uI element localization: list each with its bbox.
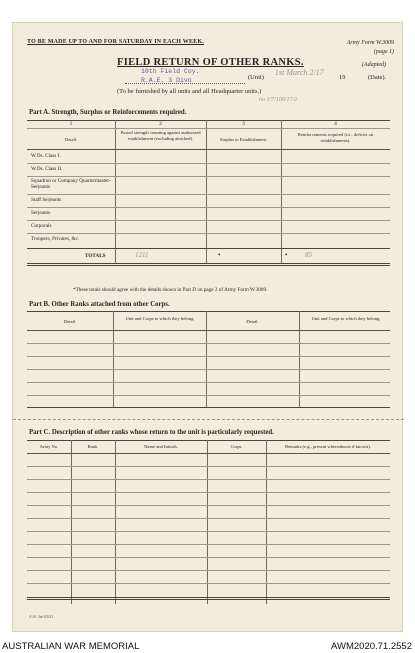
- form-page: (page 1): [373, 49, 394, 55]
- form-sheet: [12, 22, 403, 632]
- part-c-col-divider-2: [115, 440, 116, 604]
- form-title: FIELD RETURN OF OTHER RANKS.: [117, 57, 304, 68]
- stamp-line-1: 10th Field Coy.: [141, 68, 200, 75]
- row-rule: [27, 207, 390, 208]
- row-wo-class-2: W.Os. Class II.: [31, 166, 63, 172]
- row-serjeants: Serjeants: [31, 210, 51, 216]
- credit-right: AWM2020.71.2552: [331, 641, 412, 652]
- stamp-line-2: R.A.E. 3 Divn: [141, 77, 192, 84]
- part-b-bottom-rule: [27, 407, 390, 408]
- part-a-footnote: *These totals should agree with the details shown in Part D on page 2 of Army Form W.3009.: [73, 287, 268, 293]
- part-c-header-name: Name and Initials.: [144, 444, 178, 449]
- part-c-row-rule: [27, 557, 390, 558]
- part-a-bottom-rule-2: [27, 265, 390, 266]
- col-header-detail: Detail.: [64, 137, 78, 142]
- row-rule: [27, 176, 390, 177]
- part-a-heading: Part A. Strength, Surplus or Reinforcements required.: [29, 109, 187, 116]
- row-rule: [27, 163, 390, 164]
- part-a-col-divider-3: [281, 120, 282, 264]
- row-rule: [27, 233, 390, 234]
- part-c-row-rule: [27, 492, 390, 493]
- part-b-row-rule: [27, 382, 390, 383]
- part-b-top-rule: [27, 311, 390, 312]
- part-c-row-rule: [27, 518, 390, 519]
- part-c-row-rule: [27, 583, 390, 584]
- part-b-col-divider-1: [113, 311, 114, 407]
- part-c-header-army-no: Army No.: [39, 444, 59, 449]
- row-wo-class-1: W.Os. Class I.: [31, 153, 61, 159]
- totals-top-rule: [27, 248, 390, 249]
- col-num-2: 2: [159, 121, 162, 127]
- part-b-row-rule: [27, 395, 390, 396]
- part-c-row-rule: [27, 479, 390, 480]
- perforation-line: [13, 419, 404, 420]
- print-code: A.W. 3m 8/4/41: [29, 615, 54, 619]
- row-rule: [27, 220, 390, 221]
- part-b-col-divider-3: [299, 311, 300, 407]
- part-a-col-divider-1: [115, 120, 116, 264]
- part-c-bottom-rule: [27, 597, 390, 598]
- handwritten-total-posted: 1211: [135, 251, 149, 259]
- col-num-rule: [27, 128, 390, 129]
- year-prefix: 19: [339, 74, 346, 81]
- col-num-4: 4: [334, 121, 337, 127]
- part-b-row-rule: [27, 343, 390, 344]
- handwritten-total-reinforcements: 85: [305, 251, 312, 259]
- unit-dotted-line: [125, 83, 245, 84]
- row-troopers: Troopers, Privates, &c.: [31, 236, 80, 242]
- part-a-bottom-rule: [27, 263, 390, 264]
- part-c-header-corps: Corps.: [230, 444, 243, 449]
- part-b-col-divider-2: [206, 311, 207, 407]
- part-c-col-divider-3: [207, 440, 208, 604]
- date-label: (Date).: [368, 74, 387, 81]
- handwritten-reference: no 1/7/100/17/2: [259, 97, 298, 103]
- part-c-row-rule: [27, 466, 390, 467]
- part-c-top-rule: [27, 440, 390, 441]
- part-b-row-rule: [27, 369, 390, 370]
- header-instruction: TO BE MADE UP TO AND FOR SATURDAY IN EACH WEEK.: [27, 39, 204, 45]
- part-c-col-divider-1: [71, 440, 72, 604]
- part-c-row-rule: [27, 531, 390, 532]
- row-rule: [27, 194, 390, 195]
- part-b-header-unit-2: Unit and Corps to which they belong.: [311, 316, 381, 321]
- credit-left: AUSTRALIAN WAR MEMORIAL: [2, 641, 140, 652]
- row-staff-serjeants: Staff Serjeants: [31, 197, 62, 203]
- form-id-block: [347, 39, 394, 70]
- row-corporals: Corporals: [31, 223, 52, 229]
- col-num-3: 3: [242, 121, 245, 127]
- part-c-col-divider-4: [266, 440, 267, 604]
- unit-label: (Unit): [248, 74, 264, 81]
- col-header-surplus: Surplus to Establishment.: [219, 137, 268, 142]
- part-b-header-unit-1: Unit and Corps to which they belong.: [125, 316, 195, 321]
- total-asterisk-4: •: [285, 251, 288, 259]
- part-c-bottom-rule-2: [27, 599, 390, 600]
- part-b-heading: Part B. Other Ranks attached from other Corps.: [29, 301, 170, 308]
- col-header-reinforcements: Reinforcements required (i.e., deficits on establishments).: [297, 132, 374, 143]
- part-b-header-detail-2: Detail.: [246, 319, 259, 324]
- totals-label: TOTALS: [85, 253, 106, 259]
- col-header-posted: Posted strength counting against authorized establishment (excluding attached).: [120, 130, 201, 141]
- part-b-header-rule: [27, 330, 390, 331]
- row-cqms: Squadron or Company Quartermaster-Serjeants: [31, 178, 111, 190]
- handwritten-date: 1st March 2/17: [275, 68, 324, 77]
- part-c-row-rule: [27, 505, 390, 506]
- furnished-note: (To be furnished by all units and all Headquarter units.): [117, 88, 262, 95]
- part-c-header-rule: [27, 453, 390, 454]
- part-c-heading: Part C. Description of other ranks whose return to the unit is particularly requested.: [29, 429, 274, 436]
- total-asterisk-3: •: [218, 251, 221, 259]
- part-b-header-detail-1: Detail.: [63, 319, 77, 324]
- part-c-header-rank: Rank.: [87, 444, 99, 449]
- part-c-row-rule: [27, 570, 390, 571]
- part-b-row-rule: [27, 356, 390, 357]
- form-adapted: (Adapted): [362, 62, 386, 68]
- part-c-row-rule: [27, 544, 390, 545]
- form-id: Army Form W.3009: [346, 40, 394, 46]
- col-num-1: 1: [69, 121, 73, 127]
- part-c-header-remarks: Remarks (e.g., present whereabouts if known).: [285, 444, 371, 449]
- part-a-header-rule: [27, 149, 390, 150]
